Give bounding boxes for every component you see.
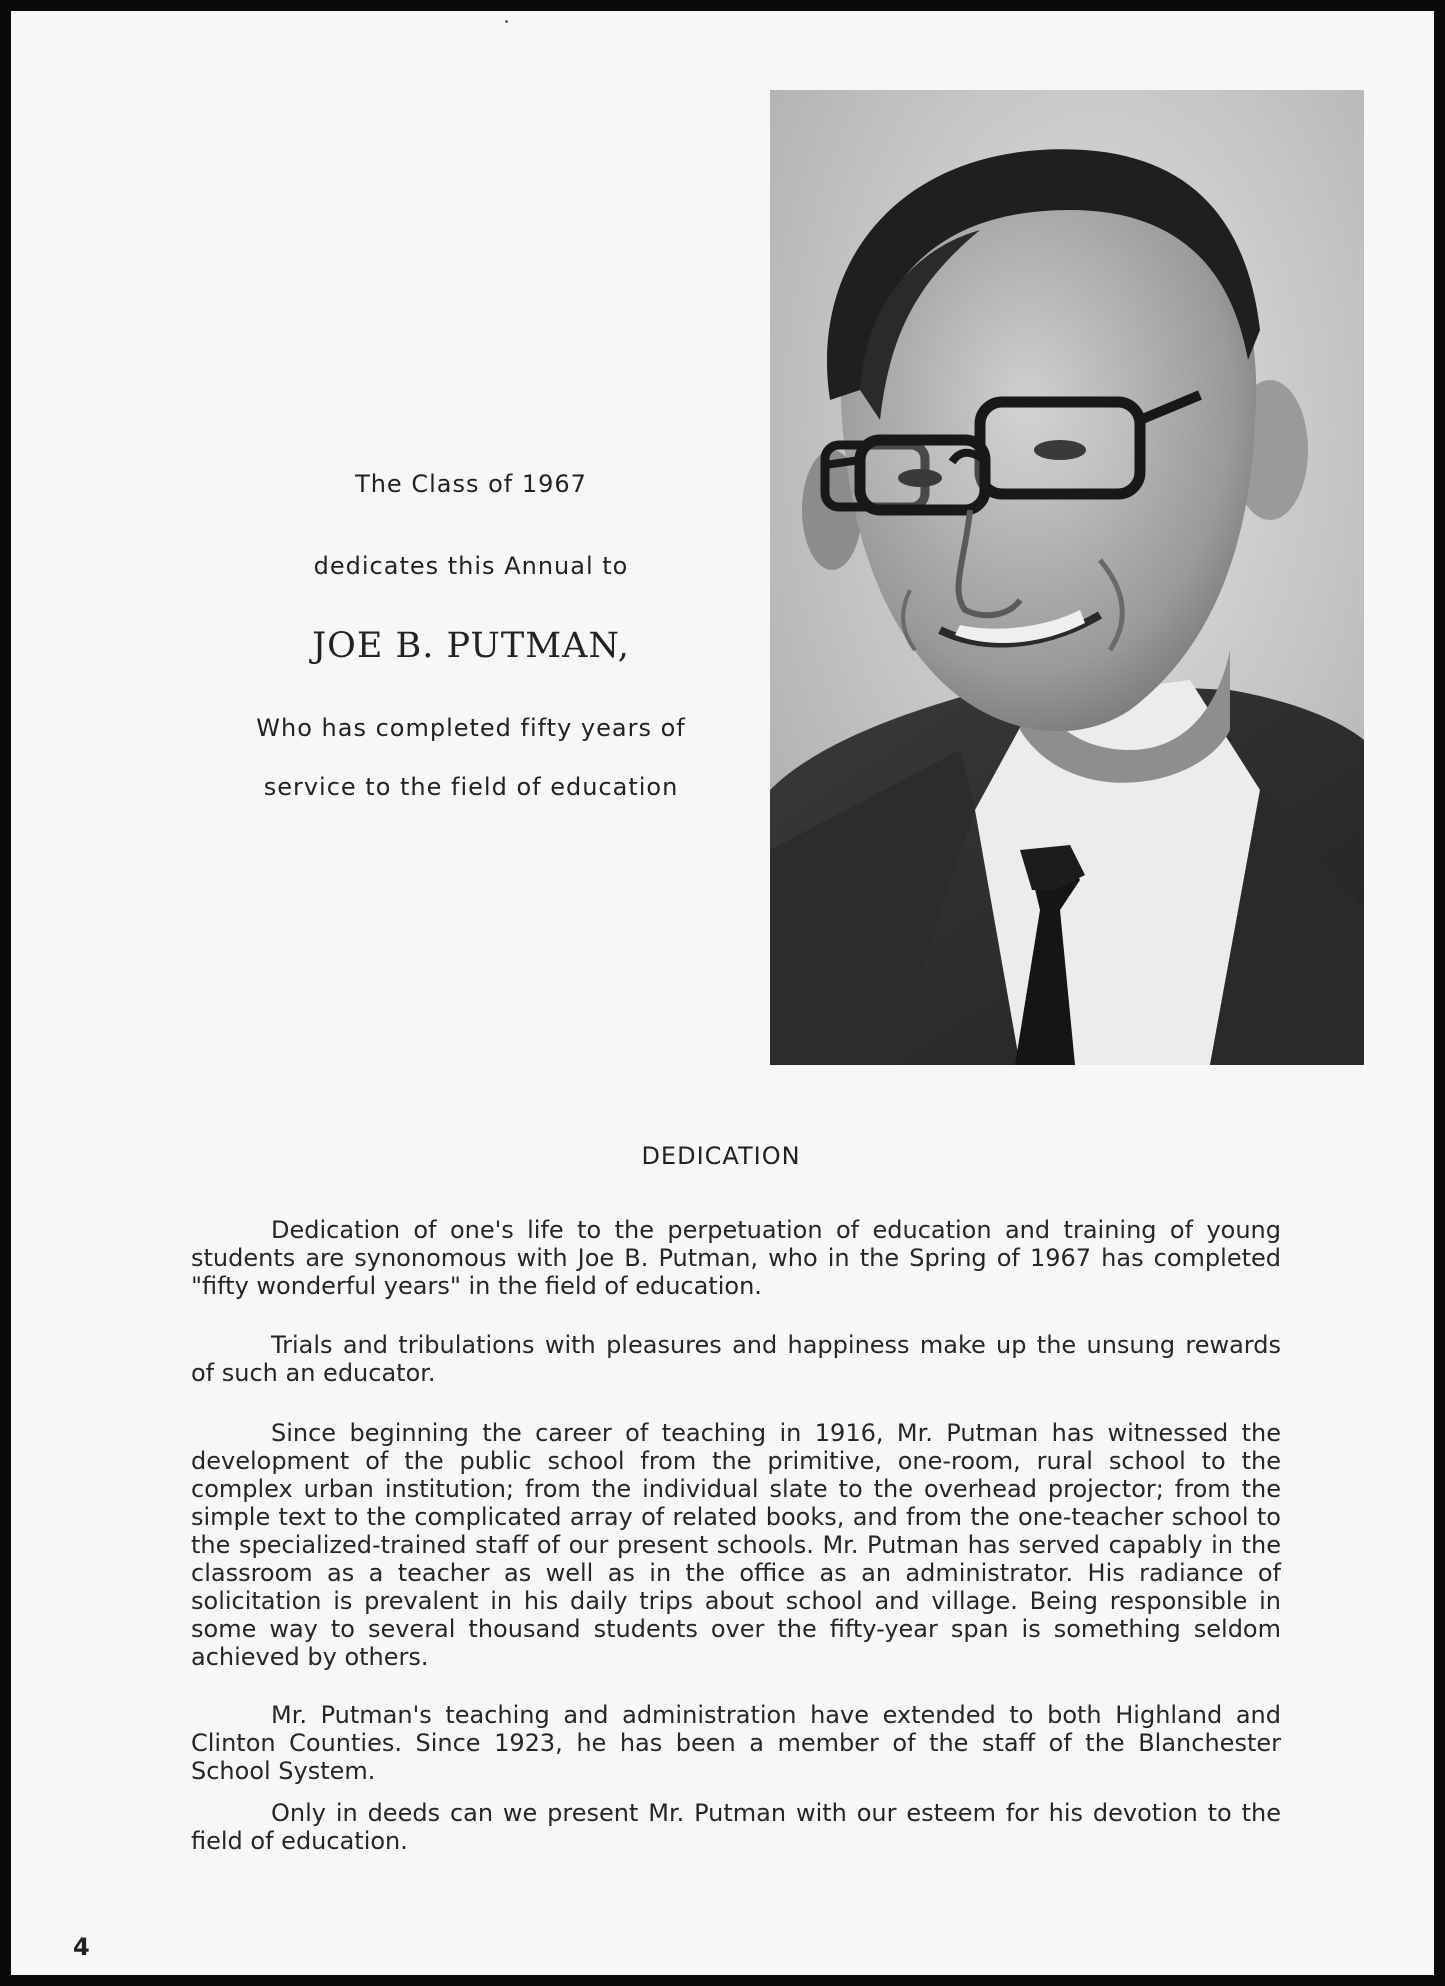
speck [505, 20, 508, 23]
page-number: 4 [73, 1933, 90, 1961]
intro-class-line: The Class of 1967 [355, 470, 587, 498]
dedication-heading: DEDICATION [641, 1142, 801, 1170]
paragraph-text: Trials and tribulations with pleasures and happiness make up the unsung rewards of such an educator. [191, 1331, 1281, 1387]
dedication-paragraph-2 [191, 1331, 1281, 1387]
honoree-name: JOE B. PUTMAN, [312, 626, 630, 666]
dedication-paragraph-1 [191, 1216, 1281, 1300]
paragraph-text: Only in deeds can we present Mr. Putman with our esteem for his devotion to the field of education. [191, 1799, 1281, 1855]
dedication-paragraph-3 [191, 1419, 1281, 1671]
intro-service-line-2: service to the field of education [263, 773, 679, 801]
yearbook-page [11, 11, 1434, 1975]
portrait-photo [770, 90, 1364, 1065]
paragraph-text: Dedication of one's life to the perpetuation of education and training of young students are synonomous with Joe B. Putman, who in the Spring of 1967 has completed "fifty wonderful years" in the field of education. [191, 1216, 1281, 1300]
intro-dedicates-line: dedicates this Annual to [313, 552, 629, 580]
portrait-illustration [770, 90, 1364, 1065]
paragraph-text: Since beginning the career of teaching in 1916, Mr. Putman has witnessed the development of the public school from the primitive, one-room, rural school to the complex urban institution; from the individual slate to the overhead projector; from the simple text to the complicated array of related books, and from the one-teacher school to the specialized-trained staff of our present schools. Mr. Putman has served capably in the classroom as a teacher as well as in the office as an administrator. His radiance of solicitation is prevalent in his daily trips about school and village. Being responsible in some way to several thousand students over the fifty-year span is something seldom achieved by others. [191, 1419, 1281, 1671]
dedication-paragraph-5 [191, 1799, 1281, 1855]
paragraph-text: Mr. Putman's teaching and administration have extended to both Highland and Clinton Counties. Since 1923, he has been a member of the staff of the Blanchester School System. [191, 1701, 1281, 1785]
intro-service-line-1: Who has completed fifty years of [256, 714, 686, 742]
dedication-paragraph-4 [191, 1701, 1281, 1785]
